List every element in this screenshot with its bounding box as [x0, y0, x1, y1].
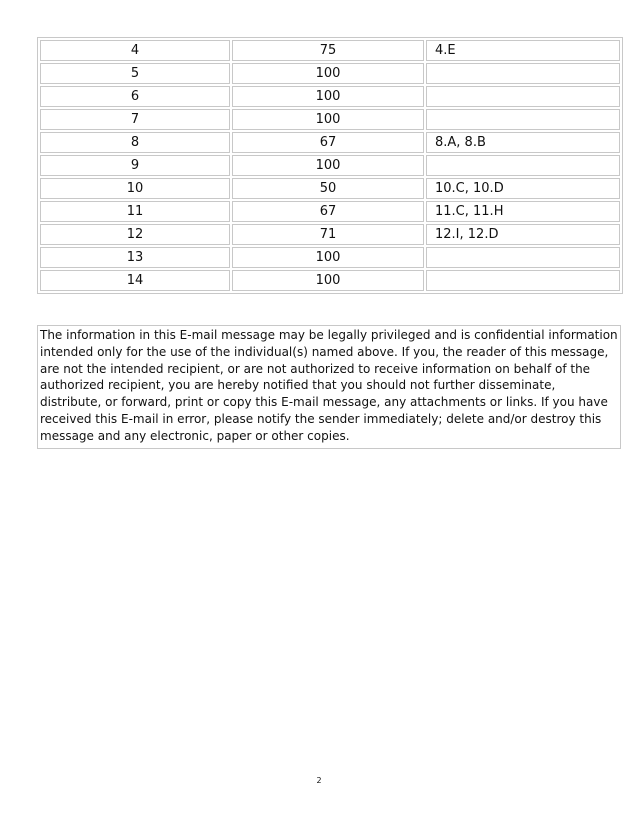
items-cell: [426, 247, 620, 268]
row-number-cell: 4: [40, 40, 230, 61]
row-number-cell: 10: [40, 178, 230, 199]
score-cell: 100: [232, 63, 424, 84]
score-cell: 100: [232, 247, 424, 268]
items-cell: 11.C, 11.H: [426, 201, 620, 222]
score-cell: 100: [232, 270, 424, 291]
table-row: [40, 270, 620, 291]
table-row: [40, 224, 620, 245]
table-row: [40, 63, 620, 84]
row-number-cell: 13: [40, 247, 230, 268]
score-cell: 100: [232, 86, 424, 107]
items-cell: [426, 109, 620, 130]
score-cell: 100: [232, 109, 424, 130]
score-cell: 71: [232, 224, 424, 245]
items-cell: [426, 86, 620, 107]
items-cell: [426, 63, 620, 84]
items-cell: [426, 155, 620, 176]
table-row: [40, 178, 620, 199]
items-cell: 8.A, 8.B: [426, 132, 620, 153]
table-row: [40, 201, 620, 222]
row-number-cell: 9: [40, 155, 230, 176]
items-cell: [426, 270, 620, 291]
row-number-cell: 11: [40, 201, 230, 222]
row-number-cell: 12: [40, 224, 230, 245]
items-cell: 10.C, 10.D: [426, 178, 620, 199]
row-number-cell: 8: [40, 132, 230, 153]
score-cell: 67: [232, 201, 424, 222]
table-row: [40, 40, 620, 61]
table-row: [40, 109, 620, 130]
row-number-cell: 5: [40, 63, 230, 84]
score-cell: 67: [232, 132, 424, 153]
table-row: [40, 155, 620, 176]
page-number: 2: [316, 776, 322, 785]
row-number-cell: 7: [40, 109, 230, 130]
items-cell: 4.E: [426, 40, 620, 61]
score-cell: 50: [232, 178, 424, 199]
items-cell: 12.I, 12.D: [426, 224, 620, 245]
score-table: [37, 37, 623, 294]
table-row: [40, 132, 620, 153]
score-cell: 75: [232, 40, 424, 61]
table-row: [40, 86, 620, 107]
table-row: [40, 247, 620, 268]
row-number-cell: 6: [40, 86, 230, 107]
score-cell: 100: [232, 155, 424, 176]
confidentiality-disclaimer: The information in this E-mail message may be legally privileged and is confidential information intended only for the use of the individual(s) named above. If you, the reader of this message, are not the intended recipient, or are not authorized to receive information on behalf of the authorized recipient, you are hereby notified that you should not further disseminate, distribute, or forward, print or copy this E-mail message, any attachments or links. If you have received this E-mail in error, please notify the sender immediately; delete and/or destroy this message and any electronic, paper or other copies.: [37, 325, 621, 449]
row-number-cell: 14: [40, 270, 230, 291]
